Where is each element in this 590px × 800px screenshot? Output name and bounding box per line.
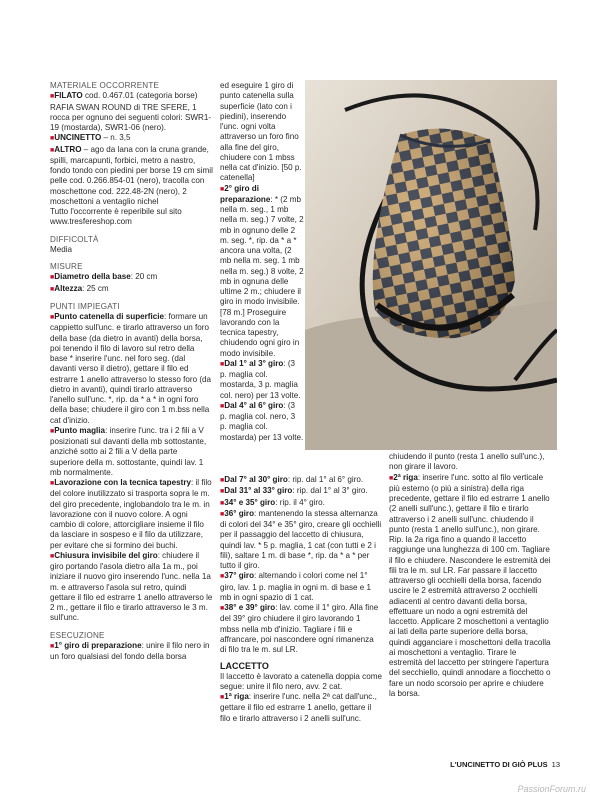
bullet-icon: ■: [220, 477, 225, 484]
paragraph-text: – n. 3,5: [101, 133, 131, 143]
paragraph-text: : il filo del colore inutilizzato si trasporta sopra le m. del giro precedente, inglobandolo tra le m. in lavorazione con il nuovo colore. A ogni cambio di colore, attorcigliare insieme il filo da lasciare in sospeso e il filo da utilizzare, per evitare che si formino dei buchi.: [50, 478, 212, 550]
bold-label: Diametro della base: [54, 272, 131, 282]
paragraph-text: : lav. come il 1° giro. Alla fine del 39° giro chiudere il giro lavorando 1 mbss nella mb d'inizio. Tagliare i fili e affrancare, poi nascondere ogni rimanenza di filo tra le m. sul LR.: [220, 603, 379, 654]
bullet-icon: ■: [389, 474, 394, 482]
paragraph: [220, 571, 382, 603]
paragraph: [220, 692, 382, 724]
bullet-icon: ■: [220, 499, 225, 507]
paragraph: [50, 245, 213, 255]
paragraph-text: : (3 p. maglia col. nero, 3 p. maglia col. mostarda) per 13 volte.: [220, 400, 304, 442]
section-heading: DIFFICOLTÀ: [50, 234, 99, 244]
paragraph: [50, 284, 213, 295]
bullet-icon: ■: [50, 642, 55, 650]
bullet-icon: ■: [50, 480, 55, 487]
bullet-icon: ■: [220, 510, 225, 518]
paragraph: [220, 509, 382, 572]
bold-label: 1ª riga: [224, 692, 249, 701]
paragraph-text: Il laccetto è lavorato a catenella doppia come segue: unire il filo nero, avv. 2 cat.: [220, 671, 382, 691]
paragraph: [50, 478, 213, 551]
paragraph-text: ed eseguire 1 giro di punto catenella sulla superficie (lato con i piedini), inserendo l'unc. ogni volta attraverso un foro fino alla fine del giro, chiudere con 1 mbss nella cat d'inizio. [50 p. catenella]: [220, 81, 302, 183]
paragraph-text: : inserire l'unc. tra i 2 fili a V posizionati sul davanti della mb sottostante, anziché sotto ai 2 fili a V della parte superiore della m. sottostante, quindi lav. 1 mb normalmente.: [50, 425, 207, 477]
paragraph: [220, 672, 382, 693]
section-heading: ESECUZIONE: [50, 630, 105, 640]
paragraph-text: cod. 0.467.01 (categoria borse) RAFIA SWAN ROUND di TRE SFERE, 1 rocca per ognuno dei seguenti colori: SWR1-19 (mostarda), SWR1-06 (nero).: [50, 91, 212, 132]
bold-label: 38° e 39° giro: [224, 603, 276, 612]
bullet-icon: ■: [50, 552, 55, 560]
paragraph-text: : rip. il 4° giro.: [275, 497, 325, 507]
bold-label: Chiusura invisibile del giro: [54, 550, 158, 560]
paragraph-text: Rip. la 2a riga fino a quando il laccetto raggiunge una lunghezza di 100 cm. Tagliare il filo e chiudere. Nascondere le estremità dei fili tra le m. sul LR. Far passare il laccetto attraverso gli occhielli della borsa, facendo uscire le 2 estremità attraverso 2 occhielli adiacenti al centro davanti della borsa, effettuare un nodo a ogni estremità del laccetto. Applicare 2 moschettoni a ventaglio ai lati della parte superiore della borsa, quindi agganciare i moschettoni della tracolla ai moschettoni a ventaglio. Tirare le estremità del laccetto per stringere l'apertura del secchiello, quindi annodare a fiocchetto o fare un nodo scorsoio per aprire e chiudere la borsa.: [389, 535, 551, 698]
paragraph-text: Tutto l'occorrente è reperibile sul sito www.tresfereshop.com: [50, 207, 182, 227]
bold-label: Altezza: [54, 283, 83, 293]
column-1: [50, 81, 213, 662]
paragraph-text: : mantenendo la stessa alternanza di colori del 34° e 35° giro, creare gli occhielli per il passaggio del laccetto di chiusura, quindi lav. * 5 p. maglia, 1 cat (con tutti e 2 i fili), saltare 1 m. di base *, rip. da * a * per tutto il giro.: [220, 508, 382, 570]
bullet-icon: ■: [220, 360, 225, 368]
bold-label: FILATO: [54, 91, 83, 101]
bold-label: Dal 1° al 3° giro: [224, 358, 284, 368]
bold-label: 36° giro: [224, 508, 255, 518]
column-2: [220, 81, 304, 443]
column-2-bottom: [220, 475, 382, 724]
paragraph: [50, 312, 213, 426]
section-heading: MATERIALE OCCORRENTE: [50, 81, 160, 90]
bullet-icon: ■: [220, 694, 225, 701]
bucket-bag-image: [305, 80, 557, 450]
paragraph: [50, 133, 213, 144]
paragraph: [50, 207, 213, 228]
paragraph: [220, 498, 382, 509]
bold-label: UNCINETTO: [54, 133, 102, 143]
paragraph-text: Media: [50, 244, 73, 254]
bullet-icon: ■: [220, 402, 225, 410]
bullet-icon: ■: [220, 573, 225, 581]
bold-label: 34° e 35° giro: [224, 497, 276, 507]
paragraph-text: : 20 cm: [130, 272, 158, 282]
paragraph-text: chiudendo il punto (resta 1 anello sull'unc.), non girare il lavoro.: [389, 452, 545, 472]
paragraph-text: : alternando i colori come nel 1° giro, lav. 1 p. maglia in ogni m. di base e 1 mb in ogni spazio di 1 cat.: [220, 571, 372, 602]
paragraph: [389, 535, 551, 699]
paragraph: [220, 603, 382, 655]
bullet-icon: ■: [50, 146, 55, 154]
subsection-heading: LACCETTO: [220, 661, 269, 672]
bullet-icon: ■: [220, 605, 225, 612]
paragraph-text: – ago da lana con la cruna grande, spilli, marcapunti, forbici, metro a nastro, fondo tondo con piedini per borse 19 cm simil pelle cod. 0.266.854-01 (nero), tracolla con moschettone cod. 222.48-2N (nero), 2 moschettoni a ventaglio nichel: [50, 144, 213, 206]
paragraph: [389, 473, 551, 536]
paragraph: [220, 81, 304, 184]
bold-label: Lavorazione con la tecnica tapestry: [54, 478, 191, 487]
bullet-icon: ■: [220, 488, 225, 496]
bold-label: 37° giro: [224, 571, 255, 581]
page-footer: [450, 760, 560, 769]
paragraph: [220, 475, 382, 486]
paragraph: [50, 91, 213, 133]
bullet-icon: ■: [50, 274, 55, 282]
paragraph: [220, 401, 304, 443]
bullet-icon: ■: [50, 314, 55, 321]
paragraph: [220, 486, 382, 497]
paragraph-text: : rip. dal 1° al 3° giro.: [292, 486, 368, 496]
paragraph: [50, 551, 213, 624]
column-3: [389, 452, 551, 699]
bold-label: Punto catenella di superficie: [54, 312, 164, 321]
paragraph: [389, 452, 551, 473]
bullet-icon: ■: [50, 427, 55, 435]
paragraph: [50, 145, 213, 208]
paragraph: [50, 272, 213, 283]
bullet-icon: ■: [50, 93, 55, 101]
bold-label: 2ª riga: [393, 472, 418, 482]
paragraph-text: : 25 cm: [82, 283, 109, 293]
bullet-icon: ■: [50, 285, 55, 293]
section-heading: PUNTI IMPIEGATI: [50, 301, 120, 311]
bold-label: ALTRO: [54, 144, 82, 154]
bullet-icon: ■: [220, 185, 225, 193]
section-heading: MISURE: [50, 262, 83, 271]
bold-label: 2° giro di preparazione: [220, 183, 271, 204]
paragraph-text: : inserire l'unc. sotto al filo verticale più esterno (o più a sinistra) della riga precedente, gettare il filo ed estrarre 1 anello (2 anelli sull'unc.), gettare il filo e tirarlo attraverso i 2 anelli sull'unc. chiudendo il punto (resta 1 anello sull'unc.), non girare.: [389, 472, 550, 534]
bold-label: Punto maglia: [54, 425, 106, 435]
magazine-name: L'UNCINETTO DI GIÒ PLUS: [450, 760, 548, 769]
paragraph-text: : inserire l'unc. nella 2ª cat dall'unc., gettare il filo ed estrarre 1 anello, gettare il filo e tirarlo attraverso i 2 anelli sull'unc.: [220, 692, 377, 723]
paragraph: [220, 359, 304, 401]
page-number: 13: [551, 760, 560, 769]
bullet-icon: ■: [50, 135, 55, 143]
paragraph-text: : chiudere il giro portando l'asola dietro alla 1a m., poi iniziare il nuovo giro inserendo l'unc. nella 1a m. e attraverso l'asola sul retro, quindi gettare il filo ed estrarre 1 anello attraverso le 2 m., gettare il filo e tirarlo attraverso le 3 m. sull'unc.: [50, 550, 213, 623]
paragraph: [220, 184, 304, 359]
bold-label: Dal 7° al 30° giro: [224, 475, 288, 484]
bag-photo: [305, 80, 557, 450]
paragraph: [50, 426, 213, 478]
bold-label: 1° giro di preparazione: [54, 640, 142, 650]
paragraph-text: : * (2 mb nella m. seg., 1 mb nella m. seg.) 7 volte, 2 mb in ognuno delle 2 m. seg. *, rip. da * a * ancora una volta, (2 mb nella m. seg. 1 mb nella m. seg.) 8 volte, 2 mb in ognuna delle ultime 2 m.; chiudere il giro in modo invisibile. [78 m.] Proseguire lavorando con la tecnica tapestry, chiudendo ogni giro in modo invisibile.: [220, 194, 304, 358]
paragraph-text: : rip. dal 1° al 6° giro.: [287, 475, 364, 484]
paragraph-text: : (3 p. maglia col. mostarda, 3 p. maglia col. nero) per 13 volte.: [220, 358, 301, 400]
bold-label: Dal 4° al 6° giro: [224, 400, 284, 410]
watermark: PassionForum.ru: [517, 784, 586, 794]
paragraph-text: : unire il filo nero in un foro qualsiasi del fondo della borsa: [50, 640, 210, 661]
bold-label: Dal 31° al 33° giro: [224, 486, 293, 496]
paragraph: [50, 641, 213, 663]
paragraph-text: : formare un cappietto sull'unc. e tirarlo attraverso un foro della base (da dietro in avanti) della borsa, poi tenendo il filo di lavoro sul retro della base * inserire l'unc. nel foro seg. (dal davanti verso il dietro), gettare il filo ed estrarre 1 anello attraverso lo stesso foro (da dietro in avanti), quindi tirarlo attraverso l'anello sull'unc. *, rip. da * a * in ogni foro della base; chiudere il giro con 1 m.bss nella cat d'inizio.: [50, 312, 212, 425]
